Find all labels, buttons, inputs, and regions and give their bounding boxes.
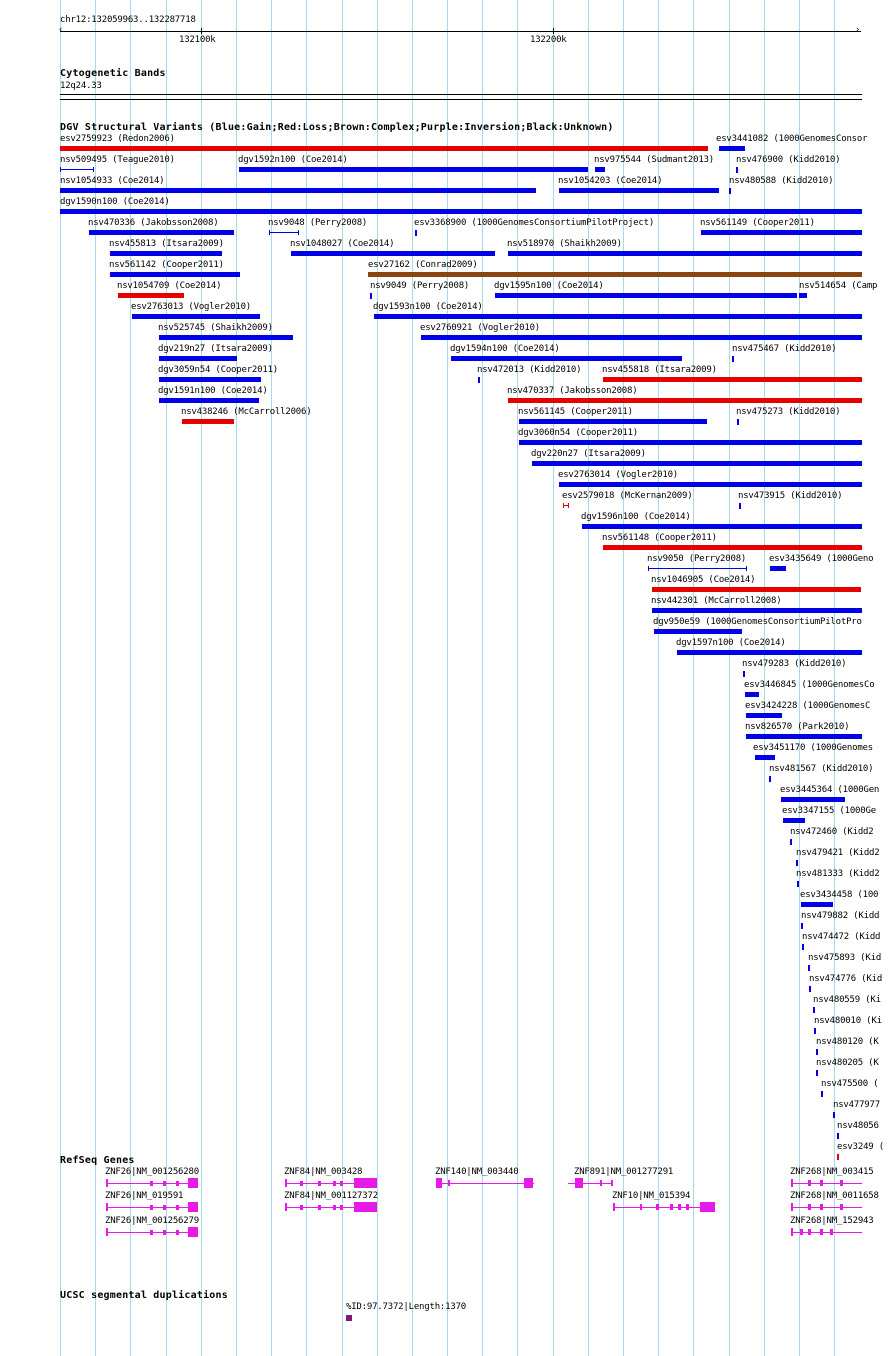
dgv-variant-label[interactable]: nsv1048027 (Coe2014): [290, 239, 395, 249]
dgv-variant-bar[interactable]: [159, 377, 261, 382]
dgv-variant-bar[interactable]: [89, 230, 234, 235]
refseq-gene-exon[interactable]: [150, 1230, 153, 1235]
dgv-variant-end-tick: [93, 167, 94, 172]
refseq-gene-intron-line[interactable]: [436, 1183, 534, 1184]
refseq-gene-label[interactable]: ZNF26|NM_001256279: [105, 1216, 199, 1226]
dgv-variant-label[interactable]: nsv475273 (Kidd2010): [736, 407, 841, 417]
dgv-variant-bar[interactable]: [291, 251, 495, 256]
refseq-gene-exon[interactable]: [354, 1202, 377, 1212]
dgv-variant-label[interactable]: nsv480120 (K: [816, 1037, 879, 1047]
dgv-variant-label[interactable]: nsv975544 (Sudmant2013): [594, 155, 715, 165]
dgv-variant-label[interactable]: esv3434458 (100: [800, 890, 879, 900]
refseq-gene-exon[interactable]: [106, 1179, 108, 1187]
dgv-variant-bar[interactable]: [595, 167, 605, 172]
refseq-gene-exon[interactable]: [640, 1204, 642, 1210]
dgv-variant-bar[interactable]: [755, 755, 775, 760]
refseq-gene-exon[interactable]: [791, 1228, 793, 1236]
dgv-variant-label[interactable]: nsv9050 (Perry2008): [647, 554, 747, 564]
refseq-gene-exon[interactable]: [436, 1178, 442, 1188]
dgv-variant-label[interactable]: nsv476900 (Kidd2010): [736, 155, 841, 165]
dgv-variant-label[interactable]: nsv479882 (Kidd: [801, 911, 880, 921]
ruler-tick: [553, 28, 554, 34]
refseq-gene-exon[interactable]: [106, 1228, 108, 1236]
dgv-variant-bar[interactable]: [532, 461, 862, 466]
dgv-variant-bar[interactable]: [370, 293, 372, 299]
dgv-variant-bar[interactable]: [801, 902, 833, 907]
refseq-gene-exon[interactable]: [808, 1229, 811, 1235]
dgv-variant-label[interactable]: dgv1594n100 (Coe2014): [450, 344, 560, 354]
dgv-variant-bar[interactable]: [132, 314, 260, 319]
refseq-gene-label[interactable]: ZNF891|NM_001277291: [574, 1167, 674, 1177]
refseq-gene-exon[interactable]: [354, 1178, 377, 1188]
grid-line: [236, 0, 237, 1356]
refseq-gene-exon[interactable]: [840, 1180, 843, 1186]
ruler-tick-label: 132200k: [530, 35, 567, 45]
dgv-variant-label[interactable]: esv27162 (Conrad2009): [368, 260, 478, 270]
refseq-gene-exon[interactable]: [300, 1205, 303, 1210]
refseq-gene-exon[interactable]: [333, 1205, 336, 1210]
dgv-variant-bar[interactable]: [739, 503, 741, 509]
dgv-variant-bar[interactable]: [652, 587, 861, 592]
refseq-gene-exon[interactable]: [150, 1205, 153, 1210]
dgv-variant-bar[interactable]: [508, 398, 862, 403]
dgv-variant-bar[interactable]: [816, 1070, 818, 1076]
grid-line: [834, 0, 835, 1356]
dgv-variant-label[interactable]: nsv480559 (Ki: [813, 995, 881, 1005]
dgv-variant-label[interactable]: dgv3060n54 (Cooper2011): [518, 428, 639, 438]
ruler-tick: [201, 28, 202, 34]
refseq-gene-exon[interactable]: [176, 1230, 179, 1235]
dgv-variant-bar[interactable]: [809, 986, 811, 992]
dgv-variant-label[interactable]: dgv1593n100 (Coe2014): [373, 302, 483, 312]
ruler-range: chr12:132059963..132287718: [60, 15, 196, 25]
dgv-variant-label[interactable]: nsv474776 (Kid: [809, 974, 883, 984]
refseq-gene-label[interactable]: ZNF84|NM_001127372: [284, 1191, 378, 1201]
dgv-variant-bar[interactable]: [269, 232, 299, 233]
grid-line: [799, 0, 800, 1356]
dgv-variant-bar[interactable]: [701, 230, 862, 235]
refseq-gene-exon[interactable]: [686, 1204, 689, 1210]
refseq-gene-exon[interactable]: [163, 1230, 166, 1235]
dgv-variant-bar[interactable]: [478, 377, 480, 383]
dgv-variant-bar[interactable]: [519, 440, 862, 445]
refseq-gene-intron-line[interactable]: [791, 1183, 862, 1184]
ruler-arrow-left: ‹: [58, 25, 64, 35]
dgv-variant-end-tick: [746, 566, 747, 571]
grid-line: [342, 0, 343, 1356]
dgv-variant-label[interactable]: nsv472460 (Kidd2: [790, 827, 874, 837]
grid-line: [623, 0, 624, 1356]
segdup-block[interactable]: [346, 1315, 352, 1321]
dgv-variant-label[interactable]: nsv438246 (McCarroll2006): [181, 407, 312, 417]
segdup-track-title: UCSC segmental duplications: [60, 1290, 228, 1301]
grid-line: [447, 0, 448, 1356]
dgv-variant-label[interactable]: nsv470337 (Jakobsson2008): [507, 386, 638, 396]
dgv-variant-bar[interactable]: [519, 419, 707, 424]
dgv-variant-bar[interactable]: [837, 1154, 839, 1160]
dgv-variant-bar[interactable]: [495, 293, 797, 298]
grid-line: [271, 0, 272, 1356]
ruler-tick-label: 132100k: [179, 35, 216, 45]
dgv-variant-bar[interactable]: [508, 251, 862, 256]
dgv-variant-bar[interactable]: [769, 776, 771, 782]
dgv-variant-label[interactable]: nsv480205 (K: [816, 1058, 879, 1068]
cytoband-label: 12q24.33: [60, 81, 102, 91]
dgv-variant-end-tick: [298, 230, 299, 235]
dgv-variant-bar[interactable]: [582, 524, 862, 529]
refseq-gene-exon[interactable]: [808, 1180, 811, 1186]
dgv-variant-bar[interactable]: [797, 881, 799, 887]
dgv-variant-label[interactable]: esv3445364 (1000Gen: [780, 785, 880, 795]
refseq-gene-label[interactable]: ZNF268|NM_0011658: [790, 1191, 879, 1201]
dgv-variant-label[interactable]: dgv1595n100 (Coe2014): [494, 281, 604, 291]
dgv-variant-bar[interactable]: [60, 209, 862, 214]
refseq-gene-exon[interactable]: [800, 1229, 803, 1235]
refseq-gene-exon[interactable]: [318, 1205, 321, 1210]
refseq-gene-exon[interactable]: [820, 1180, 823, 1186]
dgv-variant-bar[interactable]: [737, 419, 739, 425]
ruler-arrow-right: ›: [855, 25, 861, 35]
refseq-gene-intron-line[interactable]: [791, 1207, 862, 1208]
refseq-gene-label[interactable]: ZNF140|NM_003440: [435, 1167, 519, 1177]
dgv-variant-bar[interactable]: [182, 419, 234, 424]
refseq-gene-exon[interactable]: [176, 1205, 179, 1210]
dgv-variant-label[interactable]: dgv1590n100 (Coe2014): [60, 197, 170, 207]
dgv-variant-bar[interactable]: [239, 167, 588, 172]
dgv-variant-label[interactable]: esv2759923 (Redon2006): [60, 134, 175, 144]
dgv-variant-bar[interactable]: [802, 944, 804, 950]
cytoband-track-title: Cytogenetic Bands: [60, 68, 166, 79]
dgv-variant-label[interactable]: nsv470336 (Jakobsson2008): [88, 218, 219, 228]
dgv-variant-label[interactable]: nsv475467 (Kidd2010): [732, 344, 837, 354]
refseq-gene-exon[interactable]: [188, 1202, 198, 1212]
dgv-variant-bar[interactable]: [816, 1049, 818, 1055]
refseq-gene-exon[interactable]: [300, 1181, 303, 1186]
dgv-variant-label[interactable]: esv3435649 (1000Geno: [769, 554, 874, 564]
dgv-variant-label[interactable]: nsv455818 (Itsara2009): [602, 365, 717, 375]
dgv-variant-bar[interactable]: [821, 1091, 823, 1097]
dgv-variant-label[interactable]: dgv219n27 (Itsara2009): [158, 344, 273, 354]
dgv-variant-label[interactable]: nsv1054203 (Coe2014): [558, 176, 663, 186]
dgv-variant-bar[interactable]: [736, 167, 738, 173]
refseq-gene-exon[interactable]: [340, 1205, 343, 1210]
refseq-gene-exon[interactable]: [524, 1178, 533, 1188]
dgv-variant-label[interactable]: nsv514654 (Camp: [799, 281, 878, 291]
refseq-gene-exon[interactable]: [820, 1204, 823, 1210]
dgv-variant-bar[interactable]: [159, 335, 293, 340]
dgv-variant-label[interactable]: dgv950e59 (1000GenomesConsortiumPilotPro: [653, 617, 862, 627]
refseq-gene-exon[interactable]: [678, 1204, 681, 1210]
refseq-gene-exon[interactable]: [575, 1178, 583, 1188]
dgv-variant-label[interactable]: nsv479283 (Kidd2010): [742, 659, 847, 669]
dgv-variant-bar[interactable]: [60, 169, 94, 170]
dgv-variant-label[interactable]: nsv481567 (Kidd2010): [769, 764, 874, 774]
grid-line: [693, 0, 694, 1356]
refseq-gene-exon[interactable]: [448, 1180, 450, 1186]
refseq-gene-label[interactable]: ZNF268|NM_003415: [790, 1167, 874, 1177]
dgv-variant-bar[interactable]: [814, 1028, 816, 1034]
dgv-variant-label[interactable]: nsv561148 (Cooper2011): [602, 533, 717, 543]
dgv-variant-label[interactable]: esv3446845 (1000GenomesCo: [744, 680, 875, 690]
dgv-variant-bar[interactable]: [746, 713, 782, 718]
dgv-variant-label[interactable]: dgv1596n100 (Coe2014): [581, 512, 691, 522]
dgv-variant-label[interactable]: nsv518970 (Shaikh2009): [507, 239, 622, 249]
refseq-gene-exon[interactable]: [611, 1180, 613, 1186]
dgv-variant-label[interactable]: nsv475500 (: [821, 1079, 879, 1089]
dgv-variant-bar[interactable]: [746, 734, 862, 739]
dgv-variant-bar[interactable]: [603, 545, 862, 550]
dgv-variant-bar[interactable]: [813, 1007, 815, 1013]
dgv-variant-label[interactable]: esv3424228 (1000GenomesC: [745, 701, 871, 711]
refseq-gene-exon[interactable]: [613, 1203, 615, 1211]
dgv-variant-label[interactable]: esv3347155 (1000Ge: [782, 806, 876, 816]
dgv-variant-bar[interactable]: [799, 293, 807, 298]
refseq-gene-exon[interactable]: [163, 1181, 166, 1186]
dgv-variant-label[interactable]: nsv9048 (Perry2008): [268, 218, 368, 228]
refseq-gene-exon[interactable]: [188, 1178, 198, 1188]
refseq-gene-exon[interactable]: [150, 1181, 153, 1186]
dgv-variant-label[interactable]: nsv442301 (McCarroll2008): [651, 596, 782, 606]
grid-line: [412, 0, 413, 1356]
grid-line: [553, 0, 554, 1356]
dgv-variant-label[interactable]: nsv474472 (Kidd: [802, 932, 881, 942]
refseq-gene-label[interactable]: ZNF26|NM_019591: [105, 1191, 184, 1201]
dgv-variant-label[interactable]: esv3249 (: [837, 1142, 884, 1152]
refseq-gene-exon[interactable]: [840, 1204, 843, 1210]
dgv-variant-bar[interactable]: [801, 923, 803, 929]
segdup-label[interactable]: %ID:97.7372|Length:1370: [346, 1302, 467, 1312]
dgv-variant-label[interactable]: nsv826570 (Park2010): [745, 722, 850, 732]
dgv-variant-end-tick: [60, 167, 61, 172]
dgv-variant-bar[interactable]: [783, 818, 805, 823]
refseq-gene-exon[interactable]: [176, 1181, 179, 1186]
dgv-variant-bar[interactable]: [451, 356, 682, 361]
refseq-gene-exon[interactable]: [285, 1179, 287, 1187]
dgv-variant-bar[interactable]: [770, 566, 786, 571]
dgv-variant-label[interactable]: esv3441082 (1000GenomesConsor: [716, 134, 868, 144]
refseq-gene-exon[interactable]: [340, 1181, 343, 1186]
cytoband-bar-top: [60, 94, 862, 95]
dgv-variant-bar[interactable]: [833, 1112, 835, 1118]
dgv-variant-label[interactable]: nsv479421 (Kidd2: [796, 848, 880, 858]
dgv-variant-bar[interactable]: [415, 230, 417, 236]
grid-line: [764, 0, 765, 1356]
dgv-variant-bar[interactable]: [159, 398, 259, 403]
dgv-variant-bar[interactable]: [60, 146, 708, 151]
dgv-variant-label[interactable]: nsv455813 (Itsara2009): [109, 239, 224, 249]
dgv-variant-bar[interactable]: [796, 860, 798, 866]
dgv-variant-bar[interactable]: [60, 188, 536, 193]
refseq-gene-exon[interactable]: [106, 1203, 108, 1211]
ruler-axis: [60, 31, 861, 32]
dgv-variant-bar[interactable]: [648, 568, 747, 569]
dgv-variant-end-tick: [648, 566, 649, 571]
grid-line: [201, 0, 202, 1356]
dgv-variant-bar[interactable]: [677, 650, 862, 655]
dgv-variant-bar[interactable]: [110, 251, 222, 256]
dgv-variant-bar[interactable]: [732, 356, 734, 362]
refseq-gene-label[interactable]: ZNF268|NM_152943: [790, 1216, 874, 1226]
dgv-variant-bar[interactable]: [654, 629, 742, 634]
refseq-gene-exon[interactable]: [318, 1181, 321, 1186]
cytoband-bar-bottom: [60, 99, 862, 100]
dgv-variant-label[interactable]: nsv48056: [837, 1121, 879, 1131]
refseq-gene-exon[interactable]: [808, 1204, 811, 1210]
dgv-variant-label[interactable]: nsv480588 (Kidd2010): [729, 176, 834, 186]
dgv-variant-label[interactable]: nsv561149 (Cooper2011): [700, 218, 815, 228]
dgv-variant-bar[interactable]: [118, 293, 184, 298]
dgv-variant-bar[interactable]: [743, 671, 745, 677]
refseq-gene-exon[interactable]: [163, 1205, 166, 1210]
dgv-variant-label[interactable]: esv3368900 (1000GenomesConsortiumPilotProject): [414, 218, 655, 228]
refseq-gene-exon[interactable]: [820, 1229, 823, 1235]
refseq-track-title: RefSeq Genes: [60, 1155, 135, 1166]
dgv-variant-label[interactable]: nsv481333 (Kidd2: [796, 869, 880, 879]
dgv-variant-end-tick: [563, 503, 564, 508]
dgv-variant-label[interactable]: nsv480010 (Ki: [814, 1016, 882, 1026]
grid-line: [588, 0, 589, 1356]
refseq-gene-exon[interactable]: [830, 1229, 833, 1235]
refseq-gene-exon[interactable]: [700, 1202, 715, 1212]
dgv-variant-label[interactable]: dgv1592n100 (Coe2014): [238, 155, 348, 165]
dgv-variant-label[interactable]: nsv1054709 (Coe2014): [117, 281, 222, 291]
dgv-variant-label[interactable]: nsv525745 (Shaikh2009): [158, 323, 273, 333]
dgv-track-title: DGV Structural Variants (Blue:Gain;Red:Loss;Brown:Complex;Purple:Inversion;Black:Unknown): [60, 122, 614, 133]
dgv-variant-bar[interactable]: [159, 356, 237, 361]
dgv-variant-bar[interactable]: [559, 188, 719, 193]
dgv-variant-end-tick: [568, 503, 569, 508]
dgv-variant-label[interactable]: nsv473915 (Kidd2010): [738, 491, 843, 501]
grid-line: [377, 0, 378, 1356]
dgv-variant-label[interactable]: nsv561142 (Cooper2011): [109, 260, 224, 270]
dgv-variant-label[interactable]: nsv475893 (Kid: [808, 953, 882, 963]
dgv-variant-label[interactable]: esv2763014 (Vogler2010): [558, 470, 679, 480]
dgv-variant-label[interactable]: nsv9049 (Perry2008): [370, 281, 470, 291]
dgv-variant-bar[interactable]: [781, 797, 845, 802]
refseq-gene-exon[interactable]: [285, 1203, 287, 1211]
dgv-variant-bar[interactable]: [421, 335, 862, 340]
dgv-variant-bar[interactable]: [374, 314, 862, 319]
dgv-variant-label[interactable]: nsv509495 (Teague2010): [60, 155, 175, 165]
dgv-variant-label[interactable]: nsv472013 (Kidd2010): [477, 365, 582, 375]
dgv-variant-bar[interactable]: [652, 608, 862, 613]
dgv-variant-label[interactable]: nsv1046905 (Coe2014): [651, 575, 756, 585]
grid-line: [729, 0, 730, 1356]
refseq-gene-exon[interactable]: [656, 1204, 659, 1210]
refseq-gene-label[interactable]: ZNF26|NM_001256280: [105, 1167, 199, 1177]
dgv-variant-bar[interactable]: [110, 272, 240, 277]
dgv-variant-bar[interactable]: [808, 965, 810, 971]
refseq-gene-exon[interactable]: [333, 1181, 336, 1186]
grid-line: [658, 0, 659, 1356]
grid-line: [482, 0, 483, 1356]
dgv-variant-bar[interactable]: [729, 188, 731, 194]
dgv-variant-label[interactable]: dgv1591n100 (Coe2014): [158, 386, 268, 396]
dgv-variant-label[interactable]: nsv561145 (Cooper2011): [518, 407, 633, 417]
refseq-gene-label[interactable]: ZNF84|NM_003428: [284, 1167, 363, 1177]
dgv-variant-label[interactable]: esv2763013 (Vogler2010): [131, 302, 252, 312]
refseq-gene-exon[interactable]: [791, 1203, 793, 1211]
refseq-gene-exon[interactable]: [188, 1227, 198, 1237]
refseq-gene-exon[interactable]: [791, 1179, 793, 1187]
dgv-variant-bar[interactable]: [559, 482, 862, 487]
grid-line: [517, 0, 518, 1356]
dgv-variant-label[interactable]: esv3451170 (1000Genomes: [753, 743, 874, 753]
dgv-variant-label[interactable]: dgv1597n100 (Coe2014): [676, 638, 786, 648]
dgv-variant-bar[interactable]: [837, 1133, 839, 1139]
grid-line: [306, 0, 307, 1356]
dgv-variant-label[interactable]: dgv220n27 (Itsara2009): [531, 449, 646, 459]
refseq-gene-label[interactable]: ZNF10|NM_015394: [612, 1191, 691, 1201]
dgv-variant-label[interactable]: nsv477977: [833, 1100, 880, 1110]
refseq-gene-exon[interactable]: [670, 1204, 673, 1210]
dgv-variant-label[interactable]: esv2579018 (McKernan2009): [562, 491, 693, 501]
dgv-variant-label[interactable]: dgv3059n54 (Cooper2011): [158, 365, 279, 375]
dgv-variant-bar[interactable]: [368, 272, 862, 277]
dgv-variant-bar[interactable]: [719, 146, 745, 151]
dgv-variant-bar[interactable]: [790, 839, 792, 845]
refseq-gene-exon[interactable]: [600, 1180, 602, 1186]
dgv-variant-bar[interactable]: [745, 692, 759, 697]
dgv-variant-bar[interactable]: [603, 377, 862, 382]
dgv-variant-end-tick: [269, 230, 270, 235]
dgv-variant-label[interactable]: nsv1054933 (Coe2014): [60, 176, 165, 186]
dgv-variant-label[interactable]: esv2760921 (Vogler2010): [420, 323, 541, 333]
